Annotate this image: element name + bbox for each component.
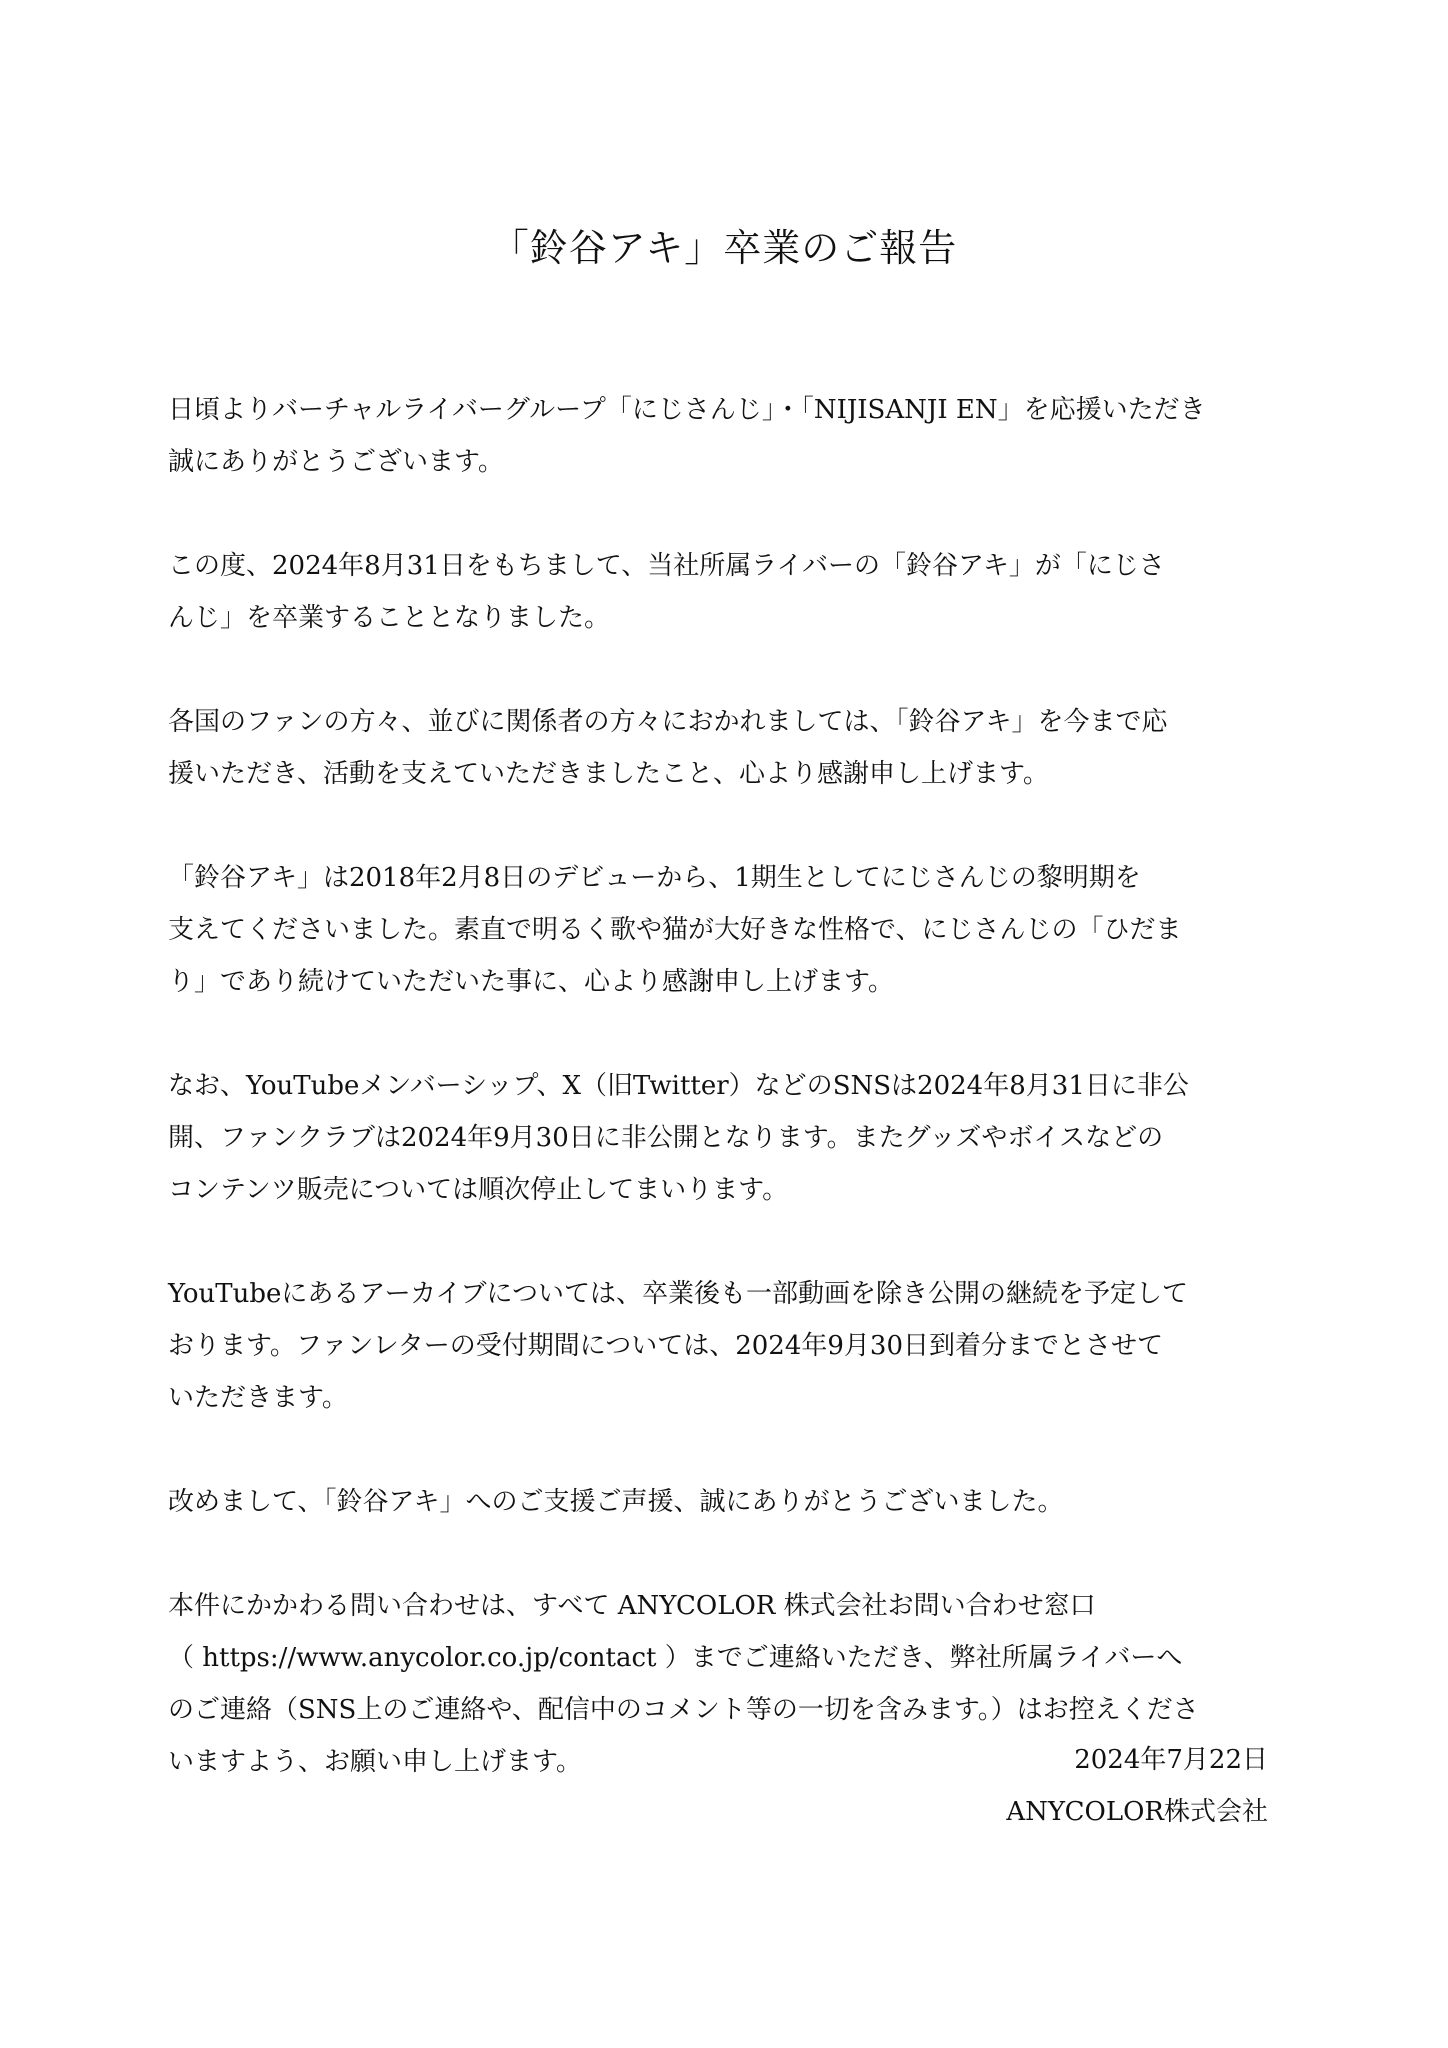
paragraph-line: 「鈴谷アキ」は2018年2月8日のデビューから、1期生としてにじさんじの黎明期を xyxy=(168,863,1141,893)
paragraph-greeting xyxy=(168,384,1280,488)
paragraph-line: のご連絡（SNS上のご連絡や、配信中のコメント等の一切を含みます。）はお控えくださ xyxy=(168,1695,1199,1725)
paragraph-line: 改めまして、「鈴谷アキ」へのご支援ご声援、誠にありがとうございました。 xyxy=(168,1487,1064,1517)
paragraph-line: 各国のファンの方々、並びに関係者の方々におかれましては、「鈴谷アキ」を今まで応 xyxy=(168,707,1168,737)
paragraph-archive xyxy=(168,1268,1280,1424)
signature-block xyxy=(1006,1734,1268,1838)
document-body xyxy=(168,384,1280,1840)
paragraph-line: 日頃よりバーチャルライバーグループ「にじさんじ」・「NIJISANJI EN」を応援いただき xyxy=(168,395,1206,425)
document-date: 2024年7月22日 xyxy=(1074,1745,1268,1775)
paragraph-closing-thanks xyxy=(168,1476,1280,1528)
paragraph-line: YouTubeにあるアーカイブについては、卒業後も一部動画を除き公開の継続を予定して xyxy=(168,1279,1189,1309)
paragraph-history xyxy=(168,852,1280,1008)
paragraph-line: んじ」を卒業することとなりました。 xyxy=(168,603,611,633)
paragraph-line: おります。ファンレターの受付期間については、2024年9月30日到着分までとさせて xyxy=(168,1331,1163,1361)
paragraph-line: 開、ファンクラブは2024年9月30日に非公開となります。またグッズやボイスなどの xyxy=(168,1123,1164,1153)
page-title: 「鈴谷アキ」卒業のご報告 xyxy=(490,226,958,270)
paragraph-announcement xyxy=(168,540,1280,644)
paragraph-line: 誠にありがとうございます。 xyxy=(168,447,504,477)
company-name: ANYCOLOR株式会社 xyxy=(1006,1797,1268,1827)
paragraph-line: 支えてくださいました。素直で明るく歌や猫が大好きな性格で、にじさんじの「ひだま xyxy=(168,915,1182,945)
paragraph-line: 本件にかかわる問い合わせは、すべて ANYCOLOR 株式会社お問い合わせ窓口 xyxy=(168,1591,1096,1621)
paragraph-line: なお、YouTubeメンバーシップ、X（旧Twitter）などのSNSは2024年8月31日に非公 xyxy=(168,1071,1189,1101)
paragraph-sns-closure xyxy=(168,1060,1280,1216)
paragraph-line: り」であり続けていただいた事に、心より感謝申し上げます。 xyxy=(168,967,894,997)
paragraph-line: 援いただき、活動を支えていただきましたこと、心より感謝申し上げます。 xyxy=(168,759,1049,789)
paragraph-line: いますよう、お願い申し上げます。 xyxy=(168,1747,582,1777)
paragraph-line: （ https://www.anycolor.co.jp/contact ）までご連絡いただき、弊社所属ライバーへ xyxy=(168,1643,1183,1673)
paragraph-thanks-fans xyxy=(168,696,1280,800)
paragraph-line: この度、2024年8月31日をもちまして、当社所属ライバーの「鈴谷アキ」が「にじさ xyxy=(168,551,1165,581)
paragraph-line: コンテンツ販売については順次停止してまいります。 xyxy=(168,1175,789,1205)
paragraph-line: いただきます。 xyxy=(168,1383,348,1413)
